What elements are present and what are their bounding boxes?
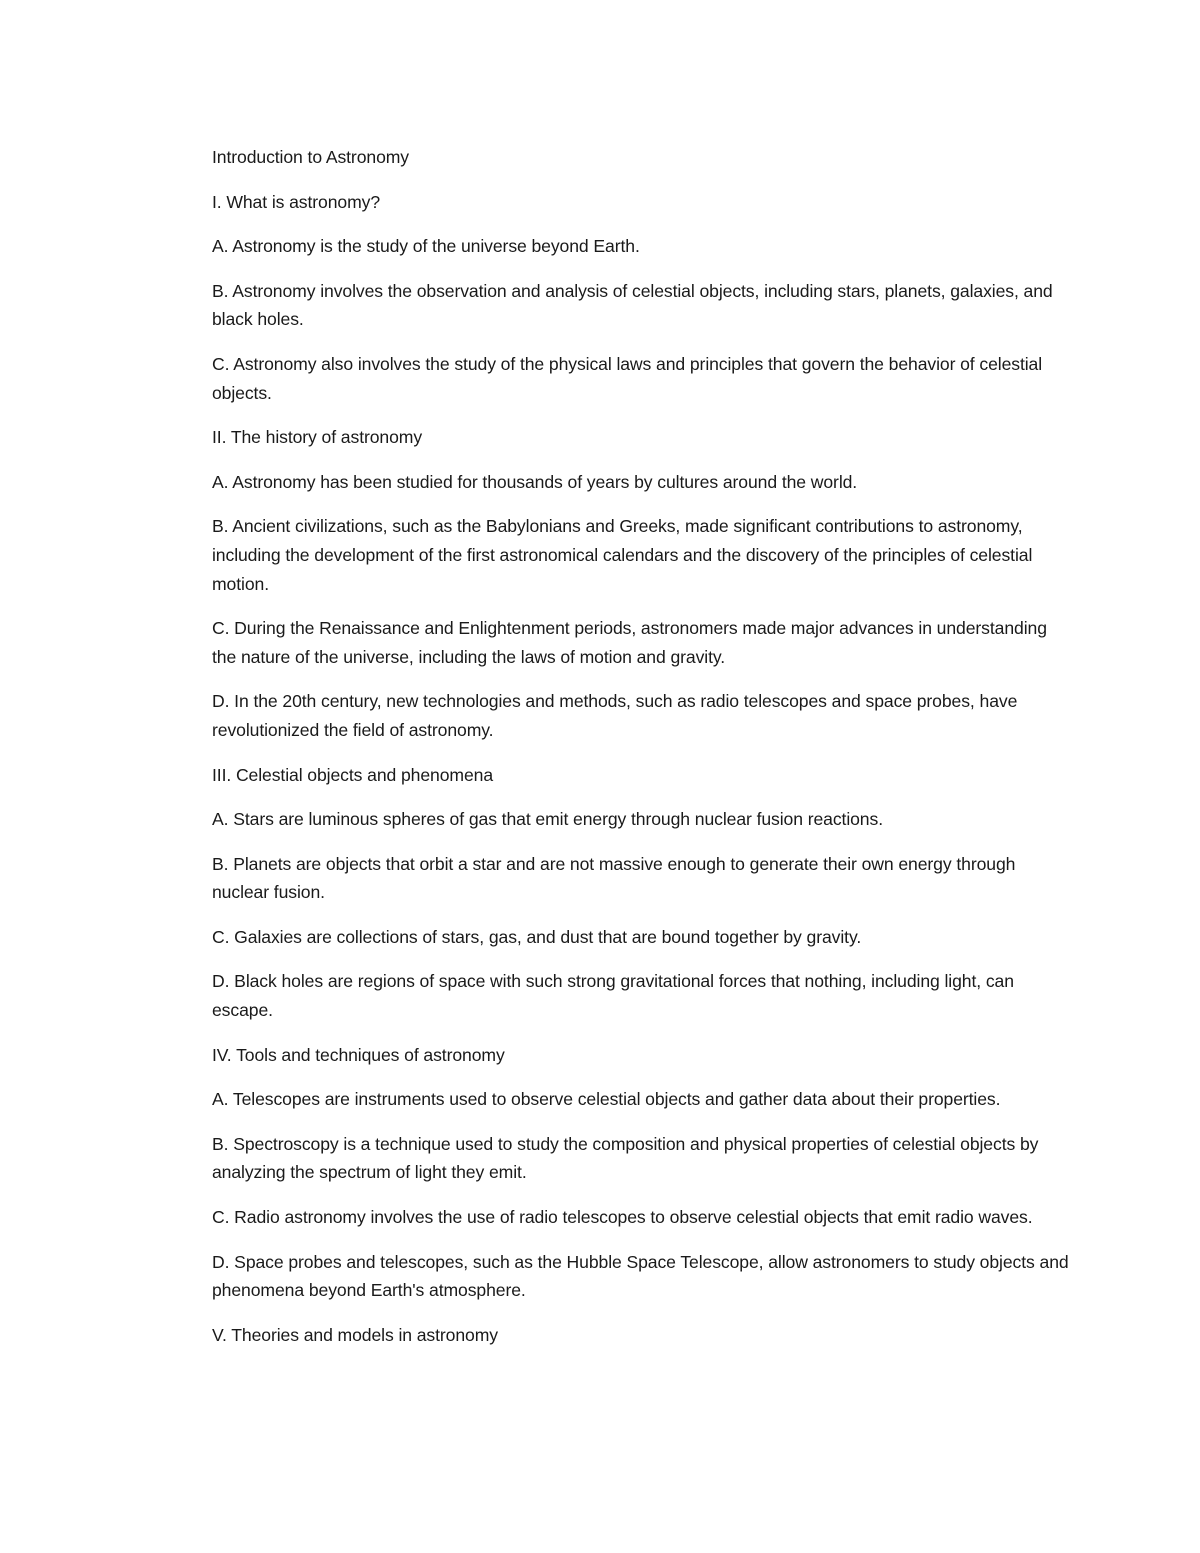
- outline-item: B. Ancient civilizations, such as the Babylonians and Greeks, made significant contributions to astronomy, including the development of the first astronomical calendars and the discovery of the principles of celestial motion.: [212, 516, 1033, 594]
- outline-item: A. Astronomy has been studied for thousands of years by cultures around the world.: [212, 471, 858, 492]
- outline-item: B. Spectroscopy is a technique used to study the composition and physical properties of celestial objects by analyzing the spectrum of light they emit.: [212, 1133, 1039, 1183]
- section-heading-theories-models: V. Theories and models in astronomy: [212, 1324, 498, 1345]
- outline-item: A. Stars are luminous spheres of gas that emit energy through nuclear fusion reactions.: [212, 809, 883, 830]
- outline-item: A. Astronomy is the study of the universe beyond Earth.: [212, 236, 640, 257]
- section-heading-what-is-astronomy: I. What is astronomy?: [212, 191, 381, 212]
- outline-item: C. Galaxies are collections of stars, gas, and dust that are bound together by gravity.: [212, 926, 862, 947]
- outline-item: C. Radio astronomy involves the use of radio telescopes to observe celestial objects that emit radio waves.: [212, 1207, 1033, 1228]
- outline-item: C. Astronomy also involves the study of the physical laws and principles that govern the behavior of celestial objects.: [212, 353, 1043, 403]
- section-heading-history: II. The history of astronomy: [212, 427, 423, 448]
- section-heading-celestial-objects: III. Celestial objects and phenomena: [212, 764, 494, 785]
- outline-item: D. Black holes are regions of space with such strong gravitational forces that nothing, including light, can escape.: [212, 971, 1014, 1021]
- outline-item: B. Planets are objects that orbit a star and are not massive enough to generate their own energy through nuclear fusion.: [212, 853, 1016, 903]
- outline-item: C. During the Renaissance and Enlightenment periods, astronomers made major advances in understanding the nature of the universe, including the laws of motion and gravity.: [212, 618, 1047, 667]
- section-heading-tools-techniques: IV. Tools and techniques of astronomy: [212, 1044, 505, 1065]
- outline-item: D. Space probes and telescopes, such as the Hubble Space Telescope, allow astronomers to study objects and phenomena beyond Earth's atmosphere.: [212, 1251, 1069, 1301]
- document-title: Introduction to Astronomy: [212, 147, 410, 167]
- outline-item: D. In the 20th century, new technologies and methods, such as radio telescopes and space probes, have revolutionized the field of astronomy.: [212, 691, 1018, 740]
- outline-item: A. Telescopes are instruments used to observe celestial objects and gather data about their properties.: [212, 1089, 1001, 1110]
- document-body: [212, 143, 1072, 1365]
- outline-item: B. Astronomy involves the observation and analysis of celestial objects, including stars, planets, galaxies, and black holes.: [212, 280, 1053, 330]
